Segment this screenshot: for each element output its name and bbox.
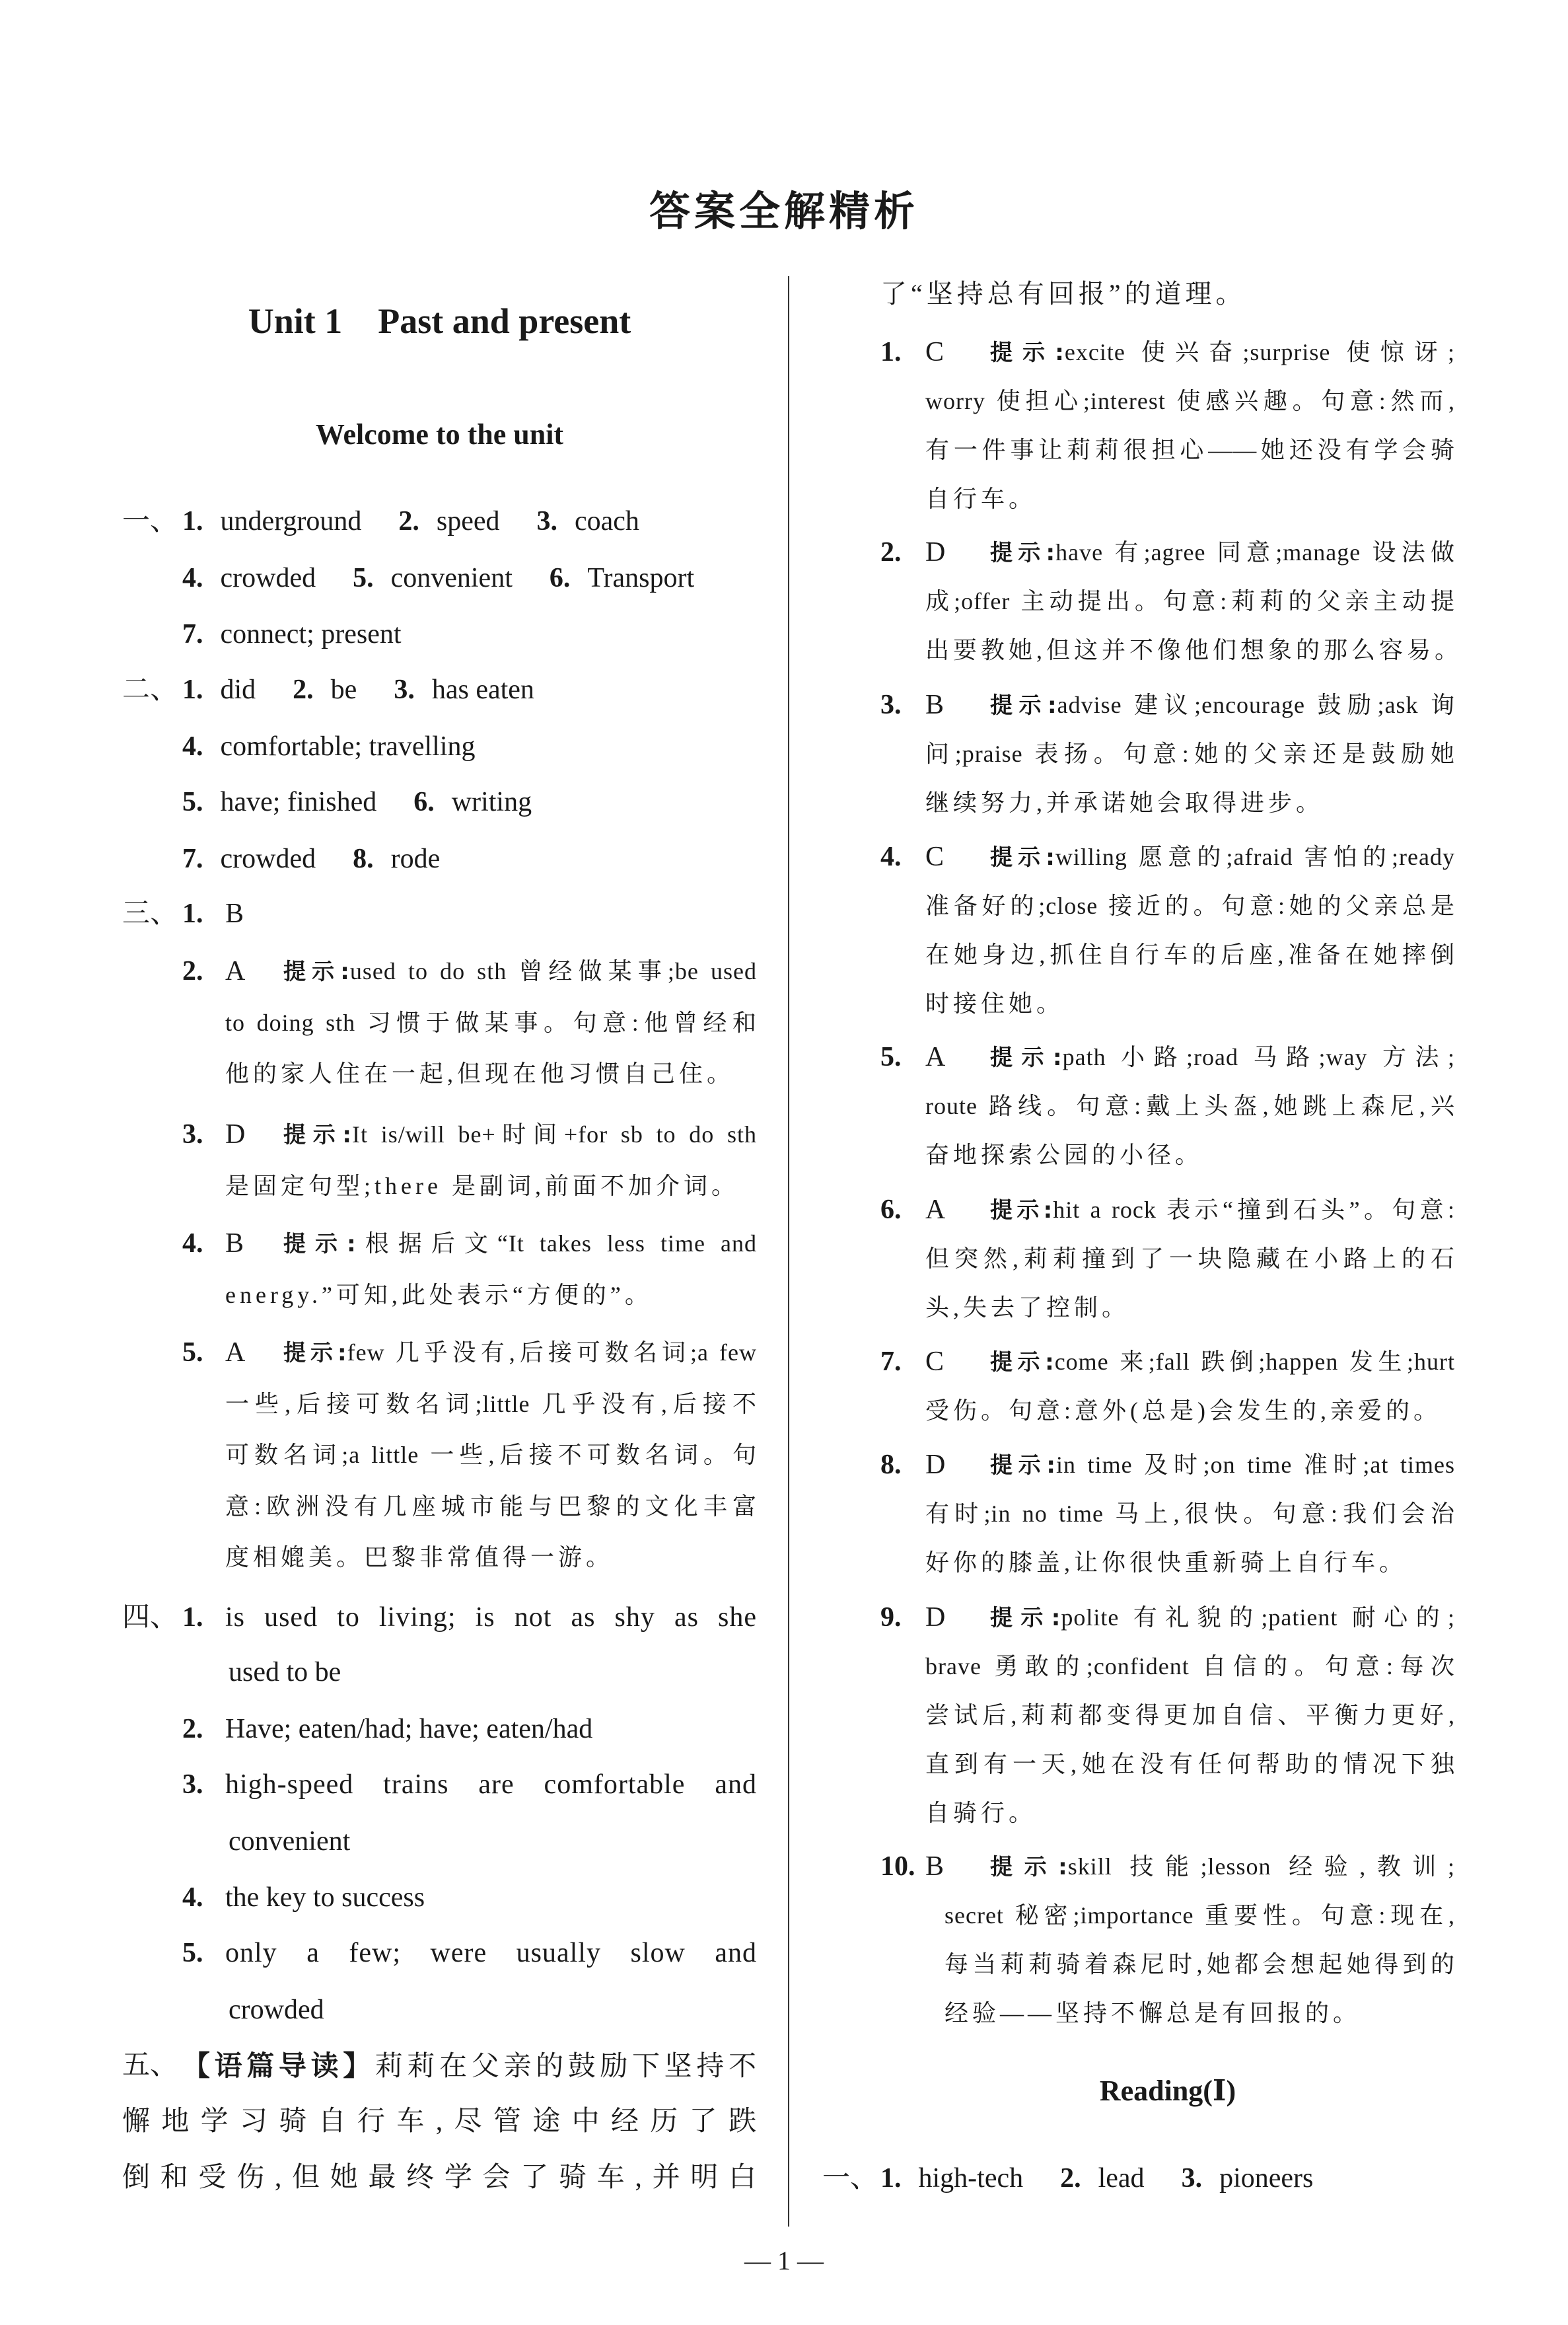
explanation-text: in time 及时;on time 准时;at times xyxy=(1055,1452,1455,1478)
explanation-line: 出要教她,但这并不像他们想象的那么容易。 xyxy=(925,637,1463,663)
answer-item xyxy=(1182,2151,1314,2207)
answer-text: crowded xyxy=(220,843,316,874)
explanation-line: 成;offer 主动提出。句意:莉莉的父亲主动提 xyxy=(925,588,1455,614)
explanation-line: to doing sth 习惯于做某事。句意:他曾经和 xyxy=(225,1009,757,1036)
hint-label: 提示: xyxy=(990,692,1057,719)
item-number: 3. xyxy=(880,690,902,720)
hint-label: 提示: xyxy=(990,1854,1068,1880)
answer-item xyxy=(182,831,316,887)
item-number: 1. xyxy=(182,898,203,929)
explanation-line: 自行车。 xyxy=(925,486,1037,512)
answer-letter: B xyxy=(925,690,944,720)
answer-item xyxy=(182,719,476,775)
explanation-line xyxy=(283,1327,757,1379)
answer-text: speed xyxy=(436,505,500,536)
unit-title: Unit 1 Past and present xyxy=(248,301,631,341)
hint-label: 提示: xyxy=(283,1122,353,1149)
answer-text: used to be xyxy=(229,1656,341,1687)
explanation-text: few 几乎没有,后接可数名词;a few xyxy=(347,1339,757,1366)
explanation-line xyxy=(990,328,1455,377)
explanation-text: hit a rock 表示“撞到石头”。句意: xyxy=(1053,1197,1455,1223)
answer-item xyxy=(550,550,694,607)
summary-line: 倒和受伤,但她最终学会了骑车,并明白 xyxy=(122,2162,757,2193)
answer-item xyxy=(1060,2151,1144,2207)
continued-line: 了“坚持总有回报”的道理。 xyxy=(880,279,1246,309)
explanation-text: advise 建议;encourage 鼓励;ask 询 xyxy=(1057,692,1455,718)
summary-line xyxy=(182,2038,757,2094)
item-number: 2. xyxy=(398,505,419,536)
answer-item xyxy=(398,494,499,550)
explanation-text: polite 有礼貌的;patient 耐心的; xyxy=(1061,1604,1455,1631)
answer-item xyxy=(182,774,376,830)
explanation-line: 在她身边,抓住自行车的后座,准备在她摔倒 xyxy=(925,941,1455,968)
answer-text: comfortable; travelling xyxy=(220,731,476,762)
explanation-line: 有时;in no time 马上,很快。句意:我们会治 xyxy=(925,1500,1455,1527)
explanation-line: 每当莉莉骑着森尼时,她都会想起她得到的 xyxy=(944,1951,1455,1977)
answer-text: convenient xyxy=(390,562,513,593)
item-number: 7. xyxy=(880,1347,902,1377)
item-number: 2. xyxy=(182,1713,203,1744)
answer-row xyxy=(182,774,569,830)
explanation-text: excite 使兴奋;surprise 使惊讶; xyxy=(1064,339,1455,365)
answer-letter: A xyxy=(225,1337,246,1368)
item-number: 10. xyxy=(880,1851,915,1882)
explanation-line: 奋地探索公园的小径。 xyxy=(925,1142,1203,1168)
answer-text: Have; eaten/had; have; eaten/had xyxy=(225,1713,593,1744)
item-number: 9. xyxy=(880,1602,902,1633)
hint-label: 提示: xyxy=(990,1452,1056,1479)
item-number: 1. xyxy=(880,2162,902,2194)
answer-text: be xyxy=(330,674,357,705)
explanation-line xyxy=(990,1440,1455,1489)
explanation-line: 继续努力,并承诺她会取得进步。 xyxy=(925,790,1324,816)
explanation-line: secret 秘密;importance 重要性。句意:现在, xyxy=(944,1902,1455,1929)
answer-row xyxy=(182,607,439,663)
answer-text: coach xyxy=(575,505,639,536)
answer-item xyxy=(293,662,357,718)
explanation-line: 有一件事让莉莉很担心——她还没有学会骑 xyxy=(925,437,1455,463)
summary-label: 【语篇导读】 xyxy=(182,2049,375,2082)
item-number: 1. xyxy=(182,674,203,705)
explanation-line: 问;praise 表扬。句意:她的父亲还是鼓励她 xyxy=(925,741,1455,767)
answer-text: has eaten xyxy=(431,674,534,705)
hint-label: 提示: xyxy=(990,844,1055,871)
explanation-line: worry 使担心;interest 使感兴趣。句意:然而, xyxy=(925,388,1455,414)
answer-row xyxy=(182,719,513,775)
explanation-line: 好你的膝盖,让你很快重新骑上自行车。 xyxy=(925,1549,1408,1576)
explanation-line: 经验——坚持不懈总是有回报的。 xyxy=(944,2000,1361,2026)
explanation-text: come 来;fall 跌倒;happen 发生;hurt xyxy=(1054,1348,1455,1375)
item-number: 7. xyxy=(182,843,203,874)
answer-text: crowded xyxy=(220,562,316,593)
hint-label: 提示: xyxy=(990,1197,1053,1224)
item-number: 1. xyxy=(182,505,203,536)
explanation-line: 直到有一天,她在没有任何帮助的情况下独 xyxy=(925,1751,1455,1777)
section-prefix: 一、 xyxy=(822,2162,878,2194)
explanation-text: path 小路;road 马路;way 方法; xyxy=(1062,1044,1455,1070)
explanation-text: willing 愿意的;afraid 害怕的;ready xyxy=(1055,844,1455,870)
item-number: 1. xyxy=(880,337,902,367)
explanation-line: 度相媲美。巴黎非常值得一游。 xyxy=(225,1544,614,1571)
answer-item xyxy=(413,774,532,830)
answer-item xyxy=(182,550,316,607)
answer-letter: B xyxy=(925,1851,944,1882)
answer-item xyxy=(182,494,361,550)
hint-label: 提示: xyxy=(990,1605,1061,1631)
item-number: 4. xyxy=(880,842,902,872)
answer-item xyxy=(880,2151,1023,2207)
explanation-line: 准备好的;close 接近的。句意:她的父亲总是 xyxy=(925,893,1455,919)
explanation-line xyxy=(990,1842,1455,1891)
hint-label: 提示: xyxy=(990,540,1056,566)
item-number: 2. xyxy=(1060,2162,1081,2194)
explanation-text: 根据后文“It takes less time and xyxy=(356,1230,757,1257)
item-number: 5. xyxy=(353,562,374,593)
answer-letter: C xyxy=(925,337,944,367)
explanation-line xyxy=(990,1033,1455,1082)
item-number: 5. xyxy=(182,1937,203,1968)
answer-item xyxy=(394,662,534,718)
section-prefix: 一、 xyxy=(122,505,178,536)
explanation-line xyxy=(283,1218,757,1270)
item-number: 6. xyxy=(880,1195,902,1225)
answer-item xyxy=(353,550,513,607)
reading-title: Reading(Ⅰ) xyxy=(1099,2075,1236,2107)
explanation-line xyxy=(990,1593,1455,1642)
answer-text: Transport xyxy=(587,562,695,593)
answer-text: the key to success xyxy=(225,1882,425,1913)
answer-text: pioneers xyxy=(1219,2162,1314,2194)
explanation-line xyxy=(283,946,757,998)
explanation-line: 可数名词;a little 一些,后接不可数名词。句 xyxy=(225,1442,757,1469)
answer-letter: D xyxy=(925,1602,946,1633)
answer-letter: D xyxy=(225,1119,246,1150)
answer-text: only a few; were usually slow and xyxy=(225,1937,757,1968)
answer-text: is used to living; is not as shy as she xyxy=(225,1602,757,1633)
answer-letter: B xyxy=(225,898,244,929)
answer-item xyxy=(182,607,402,663)
explanation-line xyxy=(990,1337,1455,1386)
item-number: 3. xyxy=(182,1119,203,1150)
explanation-line: brave 勇敢的;confident 自信的。句意:每次 xyxy=(925,1653,1455,1679)
answer-letter: A xyxy=(225,956,246,987)
explanation-text: have 有;agree 同意;manage 设法做 xyxy=(1055,539,1455,566)
answer-letter: C xyxy=(925,842,944,872)
explanation-line xyxy=(990,832,1455,881)
explanation-text: It is/will be+时间+for sb to do sth xyxy=(352,1121,757,1148)
item-number: 3. xyxy=(182,1769,203,1800)
item-number: 2. xyxy=(293,674,314,705)
explanation-line: 意:欧洲没有几座城市能与巴黎的文化丰富 xyxy=(225,1493,757,1520)
summary-text: 莉莉在父亲的鼓励下坚持不 xyxy=(374,2051,757,2082)
column-divider xyxy=(788,276,789,2227)
answer-row xyxy=(182,831,477,887)
page-title: 答案全解精析 xyxy=(649,187,919,235)
explanation-line xyxy=(990,528,1455,577)
answer-text: convenient xyxy=(229,1826,351,1857)
answer-letter: D xyxy=(925,1450,946,1480)
item-number: 4. xyxy=(182,1882,203,1913)
item-number: 6. xyxy=(413,786,435,817)
item-number: 5. xyxy=(182,1337,203,1368)
explanation-line: route 路线。句意:戴上头盔,她跳上森尼,兴 xyxy=(925,1093,1455,1119)
answer-letter: A xyxy=(925,1042,946,1072)
item-number: 7. xyxy=(182,618,203,649)
item-number: 1. xyxy=(182,1602,203,1633)
answer-letter: D xyxy=(925,537,946,568)
explanation-line: 受伤。句意:意外(总是)会发生的,亲爱的。 xyxy=(925,1397,1441,1424)
explanation-line: 但突然,莉莉撞到了一块隐藏在小路上的石 xyxy=(925,1245,1455,1272)
answer-text: high-speed trains are comfortable and xyxy=(225,1769,757,1800)
summary-line: 懈地学习骑自行车,尽管途中经历了跌 xyxy=(122,2106,757,2137)
answer-text: have; finished xyxy=(220,786,377,817)
explanation-line: 尝试后,莉莉都变得更加自信、平衡力更好, xyxy=(925,1702,1455,1728)
explanation-line xyxy=(283,1109,757,1161)
item-number: 3. xyxy=(394,674,415,705)
section-prefix: 五、 xyxy=(122,2049,178,2081)
item-number: 3. xyxy=(536,505,557,536)
section-prefix: 三、 xyxy=(122,898,178,929)
explanation-line: 自骑行。 xyxy=(925,1800,1037,1826)
item-number: 4. xyxy=(182,562,203,593)
item-number: 2. xyxy=(182,956,203,987)
hint-label: 提示: xyxy=(990,1349,1055,1376)
explanation-line xyxy=(990,681,1455,729)
explanation-line xyxy=(990,1185,1455,1234)
answer-item xyxy=(353,831,440,887)
hint-label: 提示: xyxy=(283,1340,347,1367)
answer-text: writing xyxy=(451,786,532,817)
answer-text: did xyxy=(220,674,256,705)
answer-row xyxy=(182,662,571,718)
explanation-line: 头,失去了控制。 xyxy=(925,1294,1130,1321)
answer-letter: B xyxy=(225,1228,244,1259)
explanation-text: used to do sth 曾经做某事;be used xyxy=(349,958,757,985)
answer-row xyxy=(880,2151,1350,2207)
explanation-line: 一些,后接可数名词;little 几乎没有,后接不 xyxy=(225,1390,757,1417)
answer-text: lead xyxy=(1098,2162,1145,2194)
section-prefix: 四、 xyxy=(122,1602,178,1633)
section-prefix: 二、 xyxy=(122,674,178,705)
answer-text: high-tech xyxy=(918,2162,1024,2194)
explanation-text: skill 技能;lesson 经验,教训; xyxy=(1067,1853,1455,1880)
item-number: 4. xyxy=(182,731,203,762)
section-title: Welcome to the unit xyxy=(315,418,564,451)
hint-label: 提示: xyxy=(990,1045,1063,1071)
item-number: 6. xyxy=(549,562,571,593)
hint-label: 提示: xyxy=(283,1231,357,1258)
item-number: 8. xyxy=(353,843,374,874)
explanation-line: 时接住她。 xyxy=(925,990,1065,1017)
answer-text: rode xyxy=(390,843,441,874)
hint-label: 提示: xyxy=(990,340,1065,366)
hint-label: 提示: xyxy=(283,959,350,986)
item-number: 5. xyxy=(182,786,203,817)
item-number: 5. xyxy=(880,1042,902,1072)
item-number: 3. xyxy=(1181,2162,1203,2194)
item-number: 8. xyxy=(880,1450,902,1480)
explanation-line: 是固定句型;there 是副词,前面不加介词。 xyxy=(225,1172,739,1199)
answer-text: crowded xyxy=(229,1994,324,2025)
answer-row xyxy=(182,494,676,550)
answer-text: connect; present xyxy=(220,618,402,649)
explanation-line: 他的家人住在一起,但现在他习惯自己住。 xyxy=(225,1060,735,1088)
item-number: 2. xyxy=(880,537,902,568)
item-number: 4. xyxy=(182,1228,203,1259)
answer-item xyxy=(182,662,256,718)
page-number: — 1 — xyxy=(744,2246,824,2275)
answer-item xyxy=(537,494,639,550)
answer-row xyxy=(182,550,731,607)
explanation-line: energy.”可知,此处表示“方便的”。 xyxy=(225,1281,653,1308)
answer-text: underground xyxy=(220,505,362,536)
answer-letter: C xyxy=(925,1347,944,1377)
answer-letter: A xyxy=(925,1195,946,1225)
